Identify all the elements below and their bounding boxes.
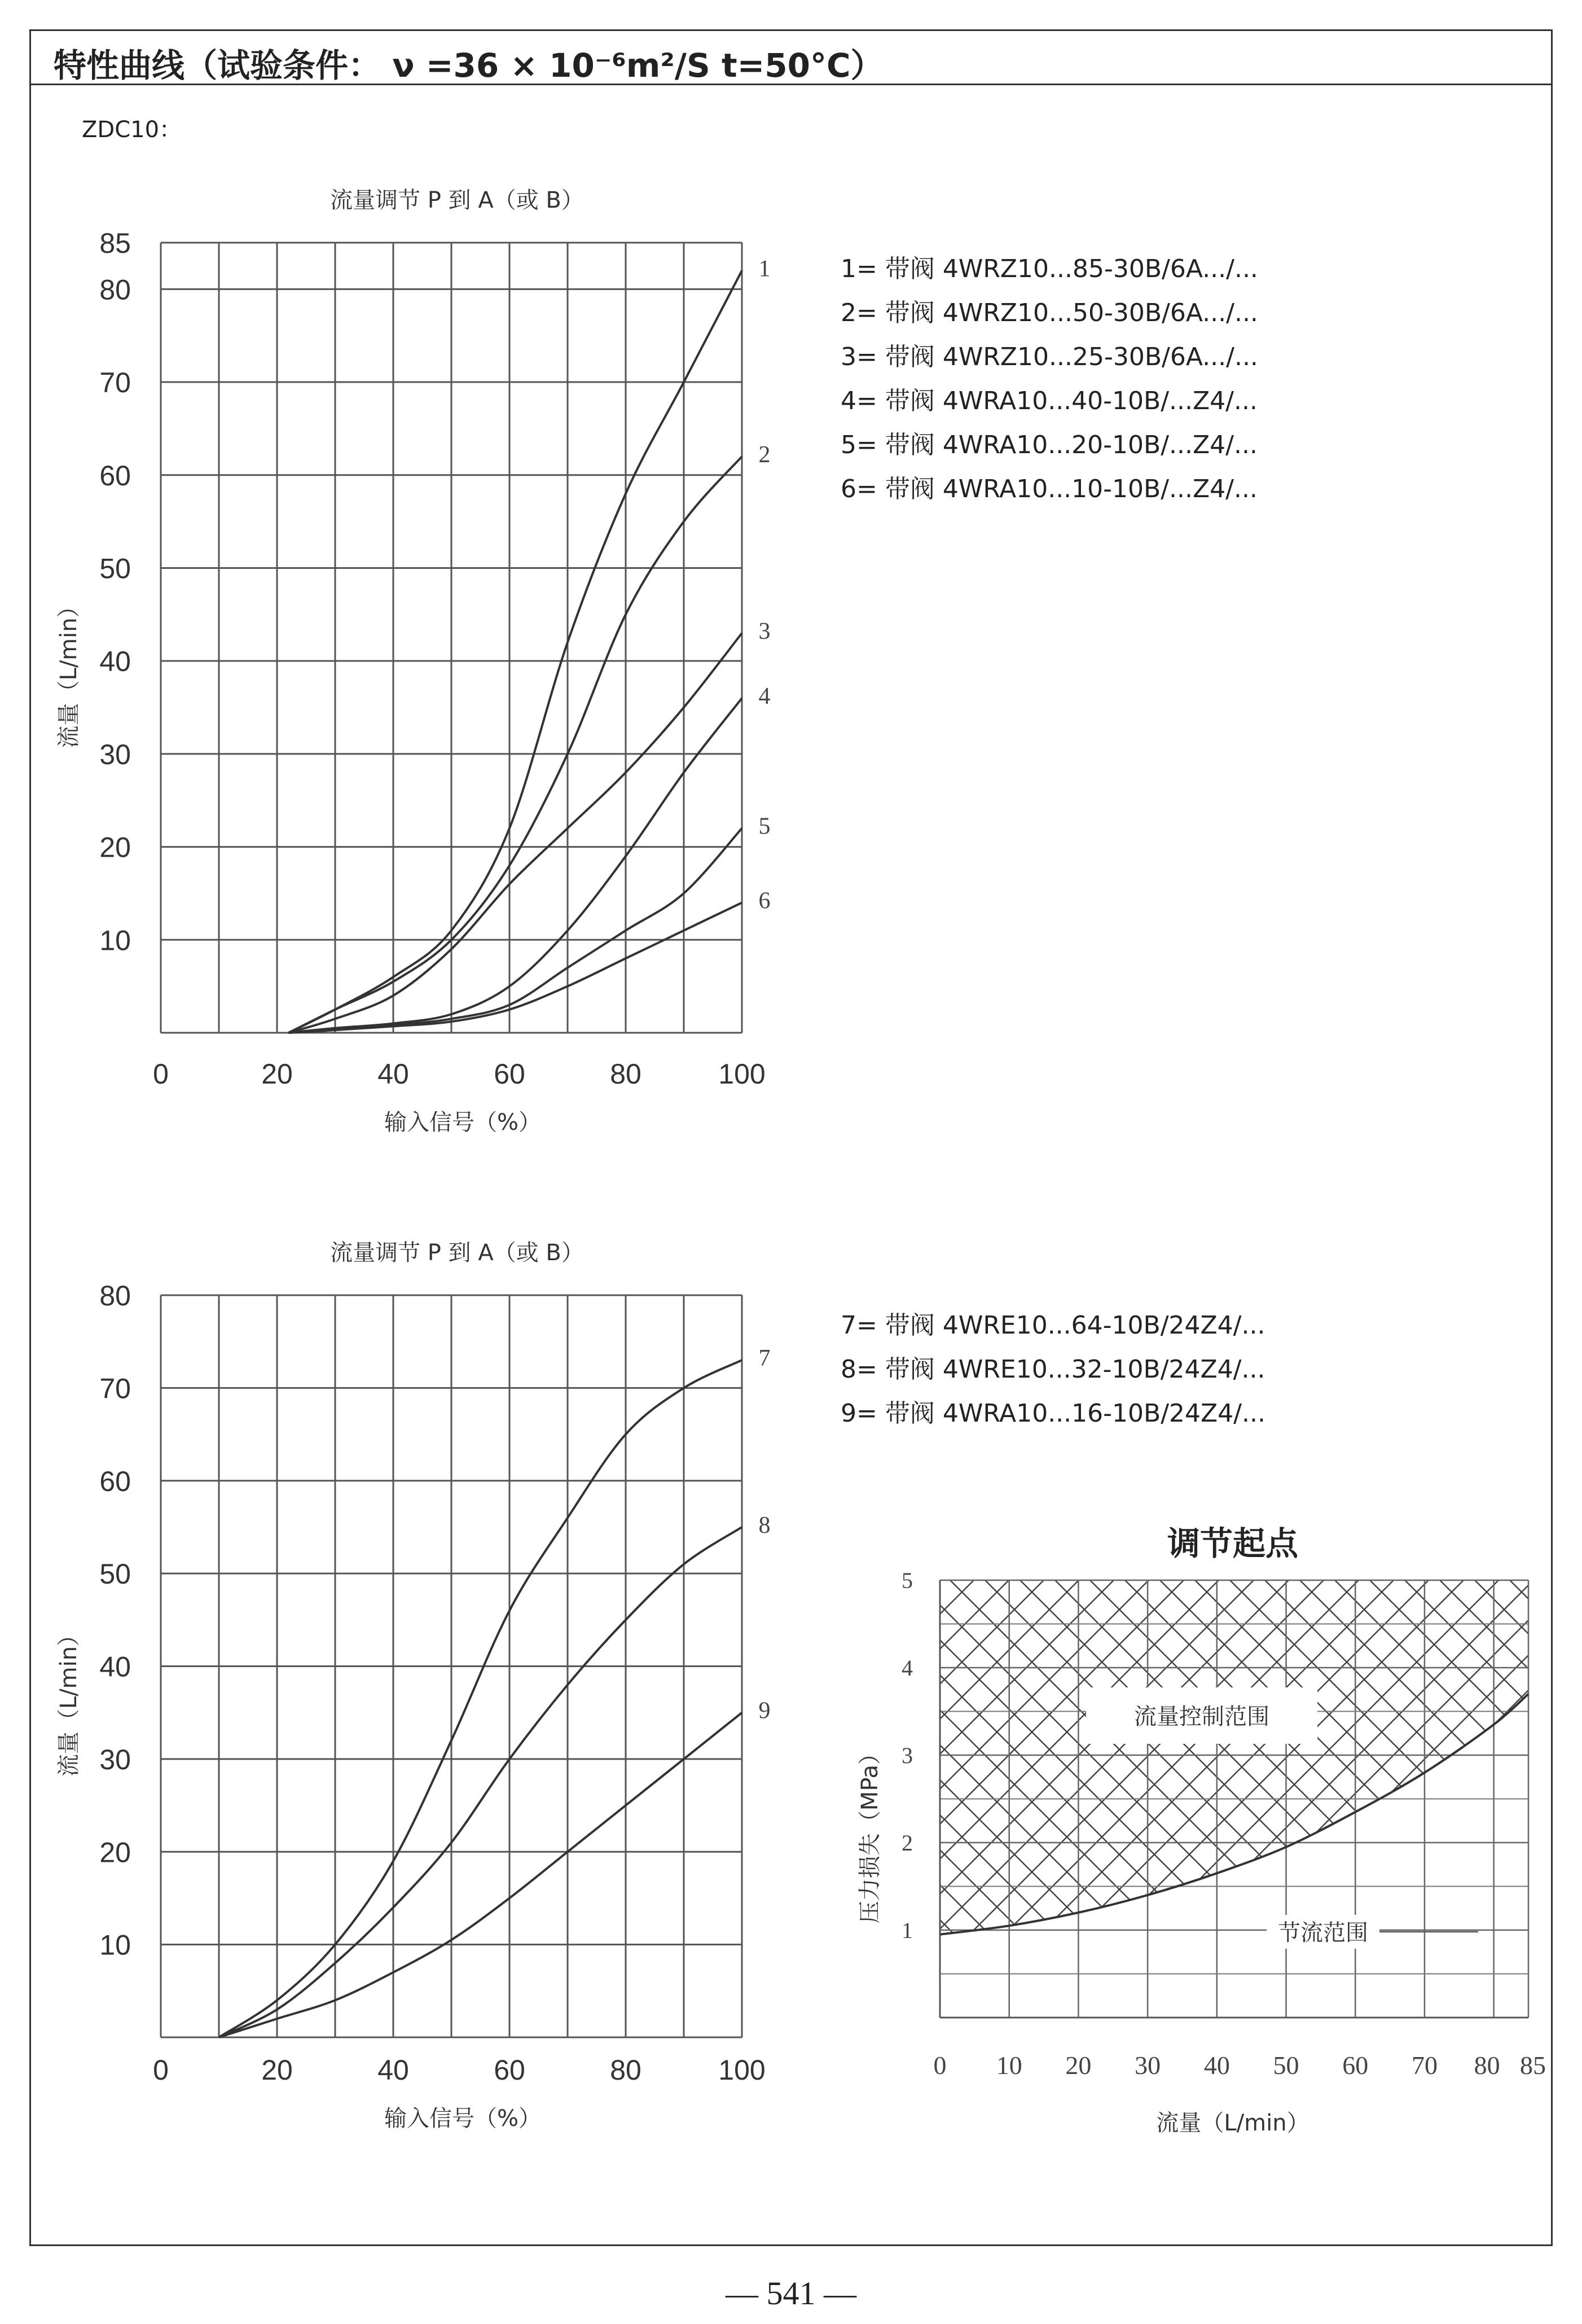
x-tick-label: 100 [718,1058,766,1090]
x-tick-label: 20 [261,1058,293,1090]
x-tick-label: 80 [1474,2051,1500,2080]
x-axis-label: 流量（L/min） [1156,2110,1309,2136]
y-tick-label: 70 [99,1373,131,1405]
series-label-9: 9 [758,1698,771,1724]
x-tick-label: 60 [1342,2051,1369,2080]
x-tick-label: 20 [261,2054,293,2086]
y-tick-label: 5 [902,1568,913,1593]
series-label-5: 5 [758,813,771,840]
y-axis-label: 压力损失（MPa） [857,1742,883,1924]
y-tick-label: 50 [99,1558,131,1590]
x-tick-label: 0 [933,2051,947,2080]
y-tick-label: 30 [99,738,131,770]
y-tick-label: 4 [902,1655,913,1681]
page-number: — 541 — [726,2275,856,2312]
y-tick-label: 40 [99,646,131,678]
chart-title: 流量调节 P 到 A（或 B） [330,1240,584,1266]
legend-item: 4= 带阀 4WRA10...40-10B/...Z4/... [841,387,1258,415]
y-tick-label: 40 [99,1651,131,1683]
y-axis-label: 流量（L/min） [56,1623,82,1777]
series-line-4 [289,698,742,1033]
y-tick-label: 20 [99,831,131,863]
x-axis-label: 输入信号（%） [384,1110,542,1135]
chart-title: 调节起点 [1167,1524,1299,1563]
legend-item: 1= 带阀 4WRZ10...85-30B/6A.../... [841,255,1258,283]
y-tick-label: 30 [99,1743,131,1775]
y-tick-label: 60 [99,1465,131,1497]
y-tick-label: 85 [99,227,131,259]
series-label-6: 6 [758,888,771,914]
legend-item: 6= 带阀 4WRA10...10-10B/...Z4/... [841,475,1258,503]
y-tick-label: 80 [99,274,131,306]
legend-item: 3= 带阀 4WRZ10...25-30B/6A.../... [841,343,1258,371]
series-line-9 [219,1713,742,2037]
legend-item: 2= 带阀 4WRZ10...50-30B/6A.../... [841,299,1258,327]
y-tick-label: 70 [99,367,131,399]
model-label: ZDC10： [82,117,182,143]
x-tick-label: 50 [1273,2051,1299,2080]
x-axis-label: 输入信号（%） [384,2106,542,2132]
chart-title: 流量调节 P 到 A（或 B） [330,187,584,213]
x-tick-label: 0 [153,1058,169,1090]
y-tick-label: 20 [99,1836,131,1869]
y-tick-label: 3 [902,1743,913,1768]
y-tick-label: 10 [99,1929,131,1961]
y-tick-label: 10 [99,924,131,957]
x-tick-label: 80 [610,2054,641,2086]
x-tick-label: 40 [377,1058,409,1090]
y-tick-label: 1 [902,1918,913,1943]
y-axis-label: 流量（L/min） [56,595,82,748]
flow-control-region [940,1580,1528,1935]
page-title: 特性曲线（试验条件： ν =36 × 10⁻⁶m²/S t=50°C） [54,46,884,85]
series-line-6 [289,902,742,1033]
series-line-3 [289,633,742,1033]
x-tick-label: 40 [1203,2051,1230,2080]
x-tick-label: 80 [610,1058,641,1090]
series-label-1: 1 [758,256,771,282]
region-label-flow-control: 流量控制范围 [1134,1704,1269,1730]
region-label-throttle: 节流范围 [1278,1920,1368,1946]
series-label-3: 3 [758,618,771,644]
legend-item: 8= 带阀 4WRE10...32-10B/24Z4/... [841,1355,1265,1384]
x-tick-label: 10 [996,2051,1022,2080]
x-tick-label: 0 [153,2054,169,2086]
series-line-1 [289,270,742,1033]
x-tick-label: 85 [1520,2051,1546,2080]
x-tick-label: 60 [494,1058,525,1090]
x-tick-label: 100 [718,2054,766,2086]
series-label-7: 7 [758,1345,771,1372]
y-tick-label: 2 [902,1830,913,1856]
series-line-2 [289,457,742,1033]
legend-item: 7= 带阀 4WRE10...64-10B/24Z4/... [841,1311,1265,1340]
legend-item: 9= 带阀 4WRA10...16-10B/24Z4/... [841,1399,1265,1428]
series-label-2: 2 [758,441,771,468]
x-tick-label: 70 [1411,2051,1438,2080]
series-line-7 [219,1360,742,2037]
legend-item: 5= 带阀 4WRA10...20-10B/...Z4/... [841,431,1258,459]
series-label-8: 8 [758,1512,771,1538]
y-tick-label: 80 [99,1280,131,1312]
series-line-8 [219,1527,742,2037]
x-tick-label: 40 [377,2054,409,2086]
y-tick-label: 60 [99,459,131,492]
series-line-5 [289,828,742,1033]
x-tick-label: 30 [1135,2051,1161,2080]
x-tick-label: 60 [494,2054,525,2086]
series-label-4: 4 [758,683,771,710]
y-tick-label: 50 [99,553,131,585]
x-tick-label: 20 [1065,2051,1092,2080]
